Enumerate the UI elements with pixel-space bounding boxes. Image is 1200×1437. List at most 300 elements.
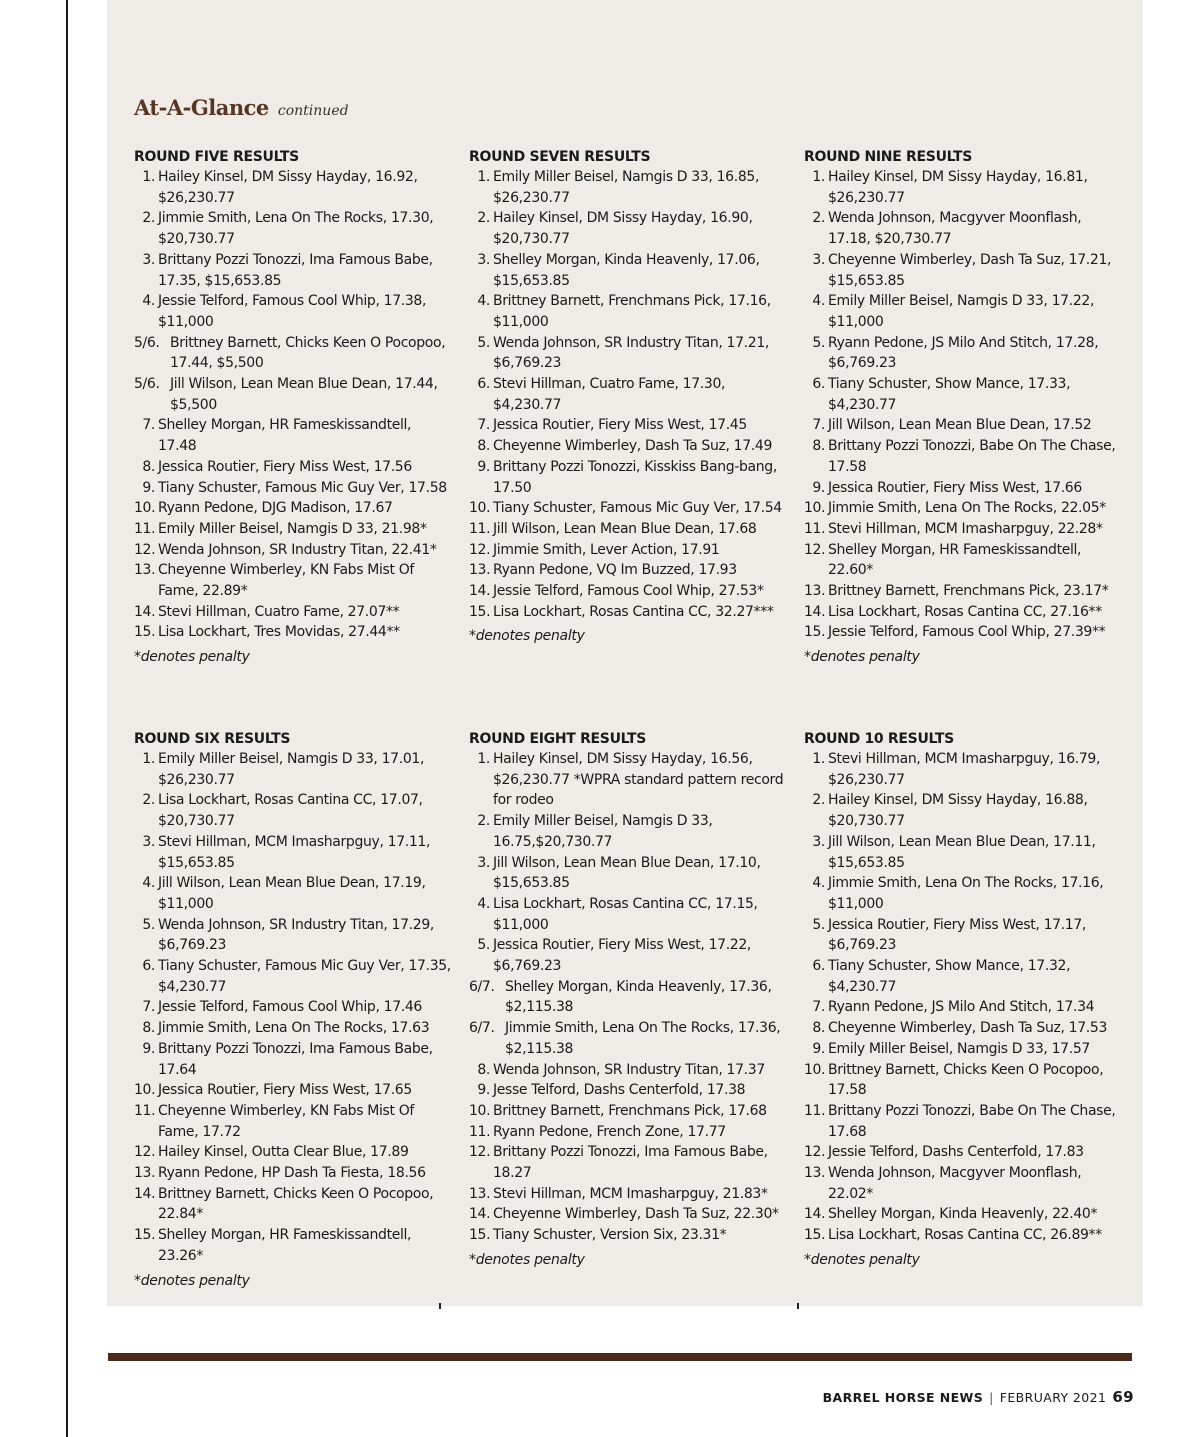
result-entry [469,291,787,332]
result-text: Cheyenne Wimberley, KN Fabs Mist Of Fame, 17.72 [158,1102,414,1140]
placing-number: 5/6. [134,376,160,393]
penalty-note: *denotes penalty [469,628,585,645]
placing-number: 2. [812,210,825,227]
placing-number: 11. [469,1123,491,1140]
placing-number: 12. [469,1144,491,1161]
result-entry [804,956,1122,997]
result-entry [469,1101,787,1122]
result-entry [469,935,787,976]
result-entry [134,997,452,1018]
result-entry [134,1080,452,1101]
result-entry [134,1018,452,1039]
placing-number: 6/7. [469,1020,495,1037]
result-text: Jimmie Smith, Lena On The Rocks, 22.05* [828,500,1106,517]
placing-number: 8. [142,458,155,475]
placing-number: 10. [804,500,826,517]
result-text: Lisa Lockhart, Rosas Cantina CC, 32.27*** [493,603,774,620]
result-text: Brittney Barnett, Chicks Keen O Pocopoo, 17.58 [828,1061,1104,1099]
result-entry [469,208,787,249]
footer-rule [108,1353,1132,1361]
result-entry [134,374,452,415]
placing-number: 15. [469,603,491,620]
placing-number: 14. [469,1206,491,1223]
result-entry [804,374,1122,415]
placing-number: 15. [469,1227,491,1244]
result-text: Emily Miller Beisel, Namgis D 33, 17.22, $11,000 [828,293,1095,330]
result-entry [804,519,1122,540]
result-entry [469,1225,787,1246]
placing-number: 5. [812,916,825,933]
result-entry [804,622,1122,643]
placing-number: 15. [134,624,156,641]
placing-number: 1. [142,169,155,185]
result-text: Jimmie Smith, Lena On The Rocks, 17.30, $20,730.77 [158,210,434,248]
result-text: Shelley Morgan, HR Fameskissandtell, 17.48 [158,417,412,455]
result-entry [469,1018,787,1059]
result-entry [469,560,787,581]
placing-number: 1. [477,751,490,767]
result-text: Stevi Hillman, MCM Imasharpguy, 21.83* [493,1185,768,1202]
result-entry [804,291,1122,332]
result-text: Jill Wilson, Lean Mean Blue Dean, 17.68 [493,520,757,537]
placing-number: 2. [477,210,490,227]
result-entry [134,915,452,956]
placing-number: 5. [812,334,825,351]
result-entry [804,1163,1122,1204]
placing-number: 8. [142,1020,155,1037]
placing-number: 3. [812,833,825,850]
placing-number: 2. [142,210,155,227]
result-text: Jimmie Smith, Lena On The Rocks, 17.36, $2,115.38 [505,1020,781,1057]
placing-number: 8. [477,438,490,455]
result-entry [134,1225,452,1266]
placing-number: 4. [142,875,155,892]
result-text: Stevi Hillman, Cuatro Fame, 27.07** [158,603,400,620]
placing-number: 9. [477,458,490,475]
result-entry [469,977,787,1018]
placing-number: 6. [477,376,490,393]
result-entry [804,997,1122,1018]
result-text: Jimmie Smith, Lena On The Rocks, 17.16, $11,000 [828,875,1104,912]
result-text: Wenda Johnson, Macgyver Moonflash, 17.18, $20,730.77 [828,210,1082,248]
penalty-note: *denotes penalty [134,649,250,666]
round-ten-section [804,729,1122,1270]
placing-number: 12. [469,541,491,558]
placing-number: 2. [477,813,490,830]
placing-number: 3. [812,251,825,268]
result-entry [134,873,452,914]
placing-number: 9. [812,479,825,496]
heading-subtitle: continued [277,103,349,119]
result-text: Brittany Pozzi Tonozzi, Babe On The Chase, 17.68 [828,1102,1116,1140]
placing-number: 12. [134,541,156,558]
result-entry [804,478,1122,499]
result-entry [469,436,787,457]
placing-number: 10. [134,500,156,517]
result-entry [469,749,787,811]
placing-number: 2. [812,792,825,809]
result-text: Jill Wilson, Lean Mean Blue Dean, 17.10, $15,653.85 [493,854,761,892]
penalty-note: *denotes penalty [134,1272,250,1289]
result-text: Shelley Morgan, Kinda Heavenly, 22.40* [828,1206,1098,1223]
result-text: Wenda Johnson, SR Industry Titan, 22.41* [158,541,437,558]
placing-number: 13. [134,562,156,579]
placing-number: 12. [804,541,826,558]
result-entry [804,498,1122,519]
round-five-section [134,147,452,667]
result-text: Brittney Barnett, Chicks Keen O Pocopoo, 22.84* [158,1185,434,1223]
result-text: Wenda Johnson, SR Industry Titan, 17.37 [493,1061,765,1078]
placing-number: 1. [812,751,825,767]
placing-number: 15. [134,1227,156,1244]
placing-number: 4. [477,293,490,310]
result-entry [134,519,452,540]
result-text: Jessica Routier, Fiery Miss West, 17.66 [828,479,1082,496]
result-text: Lisa Lockhart, Rosas Cantina CC, 26.89** [828,1227,1102,1244]
result-text: Shelley Morgan, Kinda Heavenly, 17.06, $15,653.85 [493,251,760,289]
placing-number: 6/7. [469,978,495,995]
placing-number: 9. [812,1040,825,1057]
result-text: Brittney Barnett, Frenchmans Pick, 17.68 [493,1102,767,1119]
placing-number: 1. [812,169,825,185]
section-title: ROUND NINE RESULTS [804,149,972,165]
placing-number: 7. [142,999,155,1016]
result-entry [804,915,1122,956]
result-text: Cheyenne Wimberley, Dash Ta Suz, 17.49 [493,438,773,455]
result-entry [134,790,452,831]
placing-number: 5. [477,937,490,954]
placing-number: 11. [804,1102,826,1119]
result-text: Jill Wilson, Lean Mean Blue Dean, 17.52 [828,417,1092,434]
placing-number: 12. [134,1144,156,1161]
result-entry [469,498,787,519]
result-text: Jimmie Smith, Lever Action, 17.91 [493,541,720,558]
result-entry [804,832,1122,873]
result-text: Jessica Routier, Fiery Miss West, 17.65 [158,1082,412,1099]
placing-number: 10. [469,500,491,517]
result-text: Brittney Barnett, Chicks Keen O Pocopoo, 17.44, $5,500 [170,334,446,372]
result-entry [469,333,787,374]
result-text: Wenda Johnson, Macgyver Moonflash, 22.02* [828,1165,1082,1202]
section-title: ROUND SEVEN RESULTS [469,149,651,165]
result-text: Lisa Lockhart, Rosas Cantina CC, 17.07, $20,730.77 [158,792,423,830]
placing-number: 14. [134,1185,156,1202]
result-text: Wenda Johnson, SR Industry Titan, 17.29, $6,769.23 [158,916,434,954]
placing-number: 13. [804,583,826,600]
result-text: Stevi Hillman, MCM Imasharpguy, 22.28* [828,520,1103,537]
result-text: Tiany Schuster, Famous Mic Guy Ver, 17.54 [493,500,782,517]
result-entry [469,250,787,291]
result-entry [469,540,787,561]
result-text: Jessie Telford, Famous Cool Whip, 27.53* [493,583,764,600]
placing-number: 14. [804,603,826,620]
placing-number: 14. [469,583,491,600]
result-text: Tiany Schuster, Show Mance, 17.32, $4,230.77 [828,958,1071,995]
result-text: Brittany Pozzi Tonozzi, Babe On The Chase, 17.58 [828,438,1116,475]
placing-number: 4. [477,895,490,912]
result-entry [469,1184,787,1205]
result-entry [804,873,1122,914]
round-eight-section [469,729,787,1270]
result-text: Brittany Pozzi Tonozzi, Ima Famous Babe, 17.64 [158,1040,433,1078]
placing-number: 6. [812,958,825,975]
result-text: Brittney Barnett, Frenchmans Pick, 17.16, $11,000 [493,293,771,330]
result-entry [469,519,787,540]
result-entry [134,167,452,208]
placing-number: 15. [804,1227,826,1244]
penalty-note: *denotes penalty [804,649,920,666]
placing-number: 5/6. [134,334,160,351]
result-entry [469,581,787,602]
round-seven-section [469,147,787,646]
placing-number: 9. [477,1082,490,1099]
result-entry [134,1101,452,1142]
result-text: Emily Miller Beisel, Namgis D 33, 21.98* [158,520,427,537]
placing-number: 7. [812,999,825,1016]
result-entry [804,1060,1122,1101]
placing-number: 1. [477,169,490,185]
result-entry [469,1204,787,1225]
result-entry [134,498,452,519]
placing-number: 5. [142,916,155,933]
round-six-section [134,729,452,1291]
column-tick-mark [797,1303,799,1309]
result-entry [804,167,1122,208]
result-entry [804,1039,1122,1060]
placing-number: 9. [142,1040,155,1057]
placing-number: 7. [142,417,155,434]
result-entry [469,853,787,894]
page-spine-line [66,0,68,1437]
result-entry [804,436,1122,477]
result-text: Jessica Routier, Fiery Miss West, 17.56 [158,458,412,475]
result-text: Shelley Morgan, Kinda Heavenly, 17.36, $2,115.38 [505,978,772,1016]
result-entry [134,1142,452,1163]
placing-number: 13. [469,562,491,579]
result-entry [134,956,452,997]
placing-number: 11. [134,1102,156,1119]
penalty-note: *denotes penalty [469,1251,585,1268]
result-text: Jessie Telford, Famous Cool Whip, 27.39** [828,624,1106,641]
result-entry [134,333,452,374]
result-text: Hailey Kinsel, DM Sissy Hayday, 16.90, $20,730.77 [493,210,753,248]
result-entry [134,250,452,291]
placing-number: 3. [477,854,490,871]
result-text: Brittney Barnett, Frenchmans Pick, 23.17* [828,583,1109,600]
result-text: Jessica Routier, Fiery Miss West, 17.17, $6,769.23 [828,916,1087,954]
page-footer [823,1388,1134,1406]
placing-number: 4. [812,875,825,892]
result-text: Cheyenne Wimberley, KN Fabs Mist Of Fame, 22.89* [158,562,414,600]
column-tick-mark [439,1303,441,1309]
placing-number: 14. [804,1206,826,1223]
footer-separator: | [989,1390,994,1405]
result-text: Brittany Pozzi Tonozzi, Ima Famous Babe, 17.35, $15,653.85 [158,251,433,289]
result-text: Ryann Pedone, DJG Madison, 17.67 [158,500,393,517]
result-text: Shelley Morgan, HR Fameskissandtell, 23.26* [158,1227,412,1264]
result-entry [804,1225,1122,1246]
result-entry [134,415,452,456]
placing-number: 8. [812,438,825,455]
result-text: Emily Miller Beisel, Namgis D 33, 17.57 [828,1040,1090,1057]
result-text: Jessie Telford, Dashs Centerfold, 17.83 [828,1144,1084,1161]
result-text: Jessie Telford, Famous Cool Whip, 17.46 [158,999,422,1016]
placing-number: 1. [142,751,155,767]
placing-number: 7. [812,417,825,434]
result-text: Tiany Schuster, Show Mance, 17.33, $4,230.77 [828,376,1071,413]
result-entry [134,1163,452,1184]
placing-number: 13. [134,1165,156,1182]
result-entry [134,832,452,873]
result-text: Stevi Hillman, MCM Imasharpguy, 16.79, $26,230.77 [828,751,1101,788]
result-entry [804,250,1122,291]
result-entry [469,1142,787,1183]
result-entry [804,1204,1122,1225]
placing-number: 8. [477,1061,490,1078]
placing-number: 10. [804,1061,826,1078]
result-text: Cheyenne Wimberley, Dash Ta Suz, 17.53 [828,1020,1108,1037]
placing-number: 12. [804,1144,826,1161]
round-nine-section [804,147,1122,667]
result-text: Jill Wilson, Lean Mean Blue Dean, 17.44, $5,500 [170,376,438,413]
result-entry [804,602,1122,623]
placing-number: 15. [804,624,826,641]
result-entry [469,167,787,208]
placing-number: 13. [469,1185,491,1202]
placing-number: 7. [477,417,490,434]
section-title: ROUND EIGHT RESULTS [469,731,646,747]
result-entry [804,1101,1122,1142]
placing-number: 3. [142,833,155,850]
result-text: Ryann Pedone, HP Dash Ta Fiesta, 18.56 [158,1165,426,1182]
result-entry [469,415,787,436]
result-text: Ryann Pedone, VQ Im Buzzed, 17.93 [493,562,737,579]
result-text: Hailey Kinsel, Outta Clear Blue, 17.89 [158,1144,409,1161]
result-text: Jessica Routier, Fiery Miss West, 17.45 [493,417,747,434]
placing-number: 6. [812,376,825,393]
placing-number: 10. [134,1082,156,1099]
result-entry [134,291,452,332]
placing-number: 11. [469,520,491,537]
result-entry [804,1018,1122,1039]
result-text: Cheyenne Wimberley, Dash Ta Suz, 17.21, $15,653.85 [828,251,1112,289]
result-entry [804,790,1122,831]
result-text: Stevi Hillman, MCM Imasharpguy, 17.11, $15,653.85 [158,833,431,871]
result-text: Emily Miller Beisel, Namgis D 33, 16.75,$20,730.77 [493,813,713,850]
result-entry [469,1060,787,1081]
placing-number: 11. [804,520,826,537]
result-text: Cheyenne Wimberley, Dash Ta Suz, 22.30* [493,1206,779,1223]
result-entry [469,374,787,415]
footer-issue: FEBRUARY 2021 [999,1390,1107,1405]
result-text: Jimmie Smith, Lena On The Rocks, 17.63 [158,1020,430,1037]
placing-number: 5. [477,334,490,351]
result-entry [134,1039,452,1080]
result-text: Shelley Morgan, HR Fameskissandtell, 22.60* [828,541,1082,579]
footer-magazine: BARREL HORSE NEWS [822,1390,984,1405]
placing-number: 3. [477,251,490,268]
result-entry [804,581,1122,602]
result-text: Brittany Pozzi Tonozzi, Kisskiss Bang-bang, 17.50 [493,458,777,496]
result-text: Tiany Schuster, Famous Mic Guy Ver, 17.58 [158,479,447,496]
result-entry [804,1142,1122,1163]
result-entry [804,749,1122,790]
result-text: Lisa Lockhart, Tres Movidas, 27.44** [158,624,400,641]
placing-number: 6. [142,958,155,975]
result-entry [804,540,1122,581]
result-entry [134,457,452,478]
result-entry [469,811,787,852]
result-text: Tiany Schuster, Version Six, 23.31* [493,1227,727,1244]
result-text: Jill Wilson, Lean Mean Blue Dean, 17.19, $11,000 [158,875,426,912]
placing-number: 13. [804,1165,826,1182]
section-title: ROUND SIX RESULTS [134,731,291,747]
result-entry [134,1184,452,1225]
placing-number: 9. [142,479,155,496]
result-entry [134,560,452,601]
placing-number: 14. [134,603,156,620]
section-title: ROUND FIVE RESULTS [134,149,299,165]
result-text: Hailey Kinsel, DM Sissy Hayday, 16.92, $26,230.77 [158,169,418,206]
result-entry [134,208,452,249]
placing-number: 3. [142,251,155,268]
result-text: Hailey Kinsel, DM Sissy Hayday, 16.56, $26,230.77 *WPRA standard pattern record for rodeo [493,751,784,809]
result-entry [134,540,452,561]
result-entry [469,1080,787,1101]
page-heading [134,95,349,120]
section-title: ROUND 10 RESULTS [804,731,954,747]
result-text: Emily Miller Beisel, Namgis D 33, 16.85, $26,230.77 [493,169,760,206]
page-number: 69 [1112,1388,1134,1406]
result-text: Wenda Johnson, SR Industry Titan, 17.21, $6,769.23 [493,334,769,372]
result-entry [469,602,787,623]
placing-number: 10. [469,1102,491,1119]
placing-number: 8. [812,1020,825,1037]
result-text: Ryann Pedone, French Zone, 17.77 [493,1123,726,1140]
result-entry [804,415,1122,436]
result-entry [469,894,787,935]
result-text: Stevi Hillman, Cuatro Fame, 17.30, $4,230.77 [493,376,726,413]
result-entry [134,478,452,499]
result-entry [804,208,1122,249]
result-entry [134,622,452,643]
result-text: Jessica Routier, Fiery Miss West, 17.22, $6,769.23 [493,937,752,975]
result-text: Jill Wilson, Lean Mean Blue Dean, 17.11, $15,653.85 [828,833,1096,871]
result-text: Lisa Lockhart, Rosas Cantina CC, 17.15, $11,000 [493,895,758,933]
result-text: Ryann Pedone, JS Milo And Stitch, 17.28, $6,769.23 [828,334,1099,372]
result-text: Emily Miller Beisel, Namgis D 33, 17.01, $26,230.77 [158,751,425,788]
result-text: Jesse Telford, Dashs Centerfold, 17.38 [493,1082,746,1099]
result-text: Hailey Kinsel, DM Sissy Hayday, 16.81, $26,230.77 [828,169,1088,206]
result-text: Ryann Pedone, JS Milo And Stitch, 17.34 [828,999,1095,1016]
result-text: Lisa Lockhart, Rosas Cantina CC, 27.16** [828,603,1102,620]
result-entry [134,749,452,790]
result-text: Tiany Schuster, Famous Mic Guy Ver, 17.35, $4,230.77 [158,958,451,995]
placing-number: 4. [142,293,155,310]
placing-number: 2. [142,792,155,809]
placing-number: 11. [134,520,156,537]
result-entry [804,333,1122,374]
result-text: Hailey Kinsel, DM Sissy Hayday, 16.88, $20,730.77 [828,792,1088,830]
result-text: Brittany Pozzi Tonozzi, Ima Famous Babe, 18.27 [493,1144,768,1182]
result-entry [469,457,787,498]
result-entry [469,1122,787,1143]
result-text: Jessie Telford, Famous Cool Whip, 17.38, $11,000 [158,293,427,330]
heading-title: At-A-Glance [134,95,269,120]
result-entry [134,602,452,623]
placing-number: 4. [812,293,825,310]
penalty-note: *denotes penalty [804,1251,920,1268]
